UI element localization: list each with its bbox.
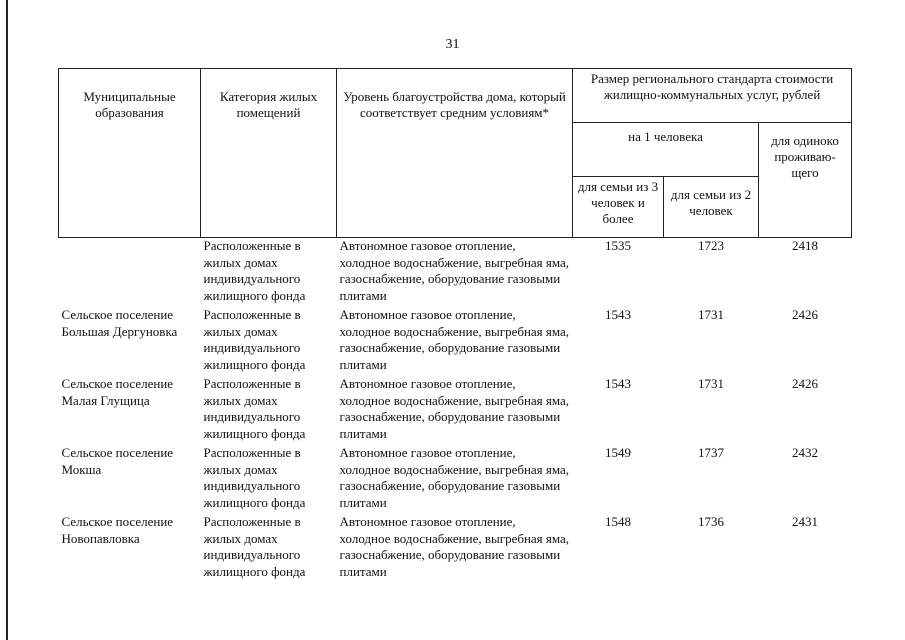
municipality-cell: Сельское поселение Малая Глущица [61, 376, 174, 408]
header-category: Категория жилых помещений [201, 69, 337, 238]
value-single-person: 2426 [792, 376, 819, 391]
value-single-person: 2418 [792, 238, 819, 253]
municipality-cell [59, 238, 201, 308]
category-cell: Расположенные в жилых домах индивидуального жилищного фонда [203, 376, 306, 441]
value-family-3-plus: 1543 [605, 307, 631, 322]
table-row [59, 238, 852, 308]
value-family-3-plus: 1548 [605, 514, 631, 529]
level-cell: Автономное газовое отопление, холодное водоснабжение, выгребная яма, газоснабжение, оборудование газовыми плитами [339, 514, 570, 579]
table-row [59, 376, 852, 445]
header-level: Уровень благоустройства дома, который соответствует средним условиям* [337, 69, 573, 238]
header-municipality: Муниципальные образования [59, 69, 201, 238]
category-cell: Расположенные в жилых домах индивидуального жилищного фонда [203, 445, 306, 510]
header-standard-size: Размер регионального стандарта стоимости жилищно-коммунальных услуг, рублей [573, 69, 852, 123]
value-family-2: 1723 [698, 238, 724, 253]
header-per-person: на 1 человека [573, 123, 759, 177]
page-edge-line [6, 0, 8, 640]
value-family-2: 1736 [698, 514, 724, 529]
municipality-cell: Сельское поселение Новопавловка [61, 514, 174, 546]
value-family-2: 1731 [698, 376, 724, 391]
value-single-person: 2431 [792, 514, 819, 529]
municipality-cell: Сельское поселение Мокша [61, 445, 174, 477]
table-row [59, 514, 852, 583]
header-family-2: для семьи из 2 человек [664, 177, 759, 238]
header-family-3-plus: для семьи из 3 человек и более [573, 177, 664, 238]
value-single-person: 2426 [792, 307, 819, 322]
level-cell: Автономное газовое отопление, холодное водоснабжение, выгребная яма, газоснабжение, оборудование газовыми плитами [339, 307, 570, 372]
table-row [59, 307, 852, 376]
category-cell: Расположенные в жилых домах индивидуального жилищного фонда [203, 307, 306, 372]
level-cell: Автономное газовое отопление, холодное водоснабжение, выгребная яма, газоснабжение, оборудование газовыми плитами [339, 445, 570, 510]
value-family-2: 1731 [698, 307, 724, 322]
municipality-cell: Сельское поселение Большая Дергуновка [61, 307, 178, 339]
value-family-3-plus: 1535 [605, 238, 631, 253]
category-cell: Расположенные в жилых домах индивидуального жилищного фонда [203, 514, 306, 579]
level-cell: Автономное газовое отопление, холодное водоснабжение, выгребная яма, газоснабжение, оборудование газовыми плитами [339, 238, 570, 303]
level-cell: Автономное газовое отопление, холодное водоснабжение, выгребная яма, газоснабжение, оборудование газовыми плитами [339, 376, 570, 441]
table-row [59, 445, 852, 514]
category-cell: Расположенные в жилых домах индивидуального жилищного фонда [203, 238, 306, 303]
value-family-2: 1737 [698, 445, 724, 460]
regional-standard-table [58, 68, 852, 583]
value-family-3-plus: 1543 [605, 376, 631, 391]
page-number: 31 [445, 37, 460, 52]
value-family-3-plus: 1549 [605, 445, 631, 460]
header-single-person: для одиноко проживаю-щего [759, 123, 852, 238]
value-single-person: 2432 [792, 445, 819, 460]
